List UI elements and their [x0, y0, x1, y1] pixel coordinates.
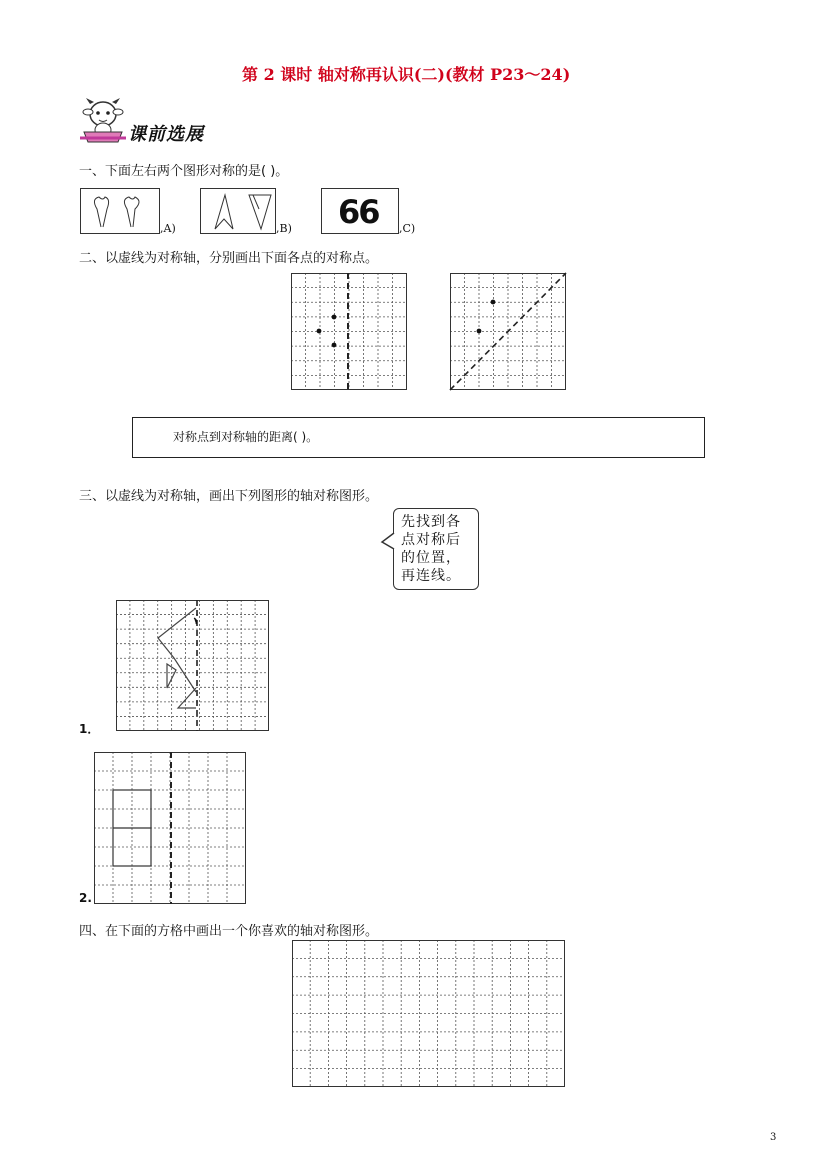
page-title: 第 2 课时 轴对称再认识(二)(教材 P23～24) [242, 65, 571, 84]
cartoon-mascot-icon [78, 96, 128, 146]
option-b-label: ,B) [276, 222, 292, 235]
item-1-number: 1． [79, 722, 100, 736]
question-3: 三、以虚线为对称轴，画出下列图形的轴对称图形。 [79, 489, 379, 504]
hint-text: 对称点到对称轴的距离( )。 [173, 430, 319, 444]
hint-bubble-text: 先找到各点对称后的位置，再连线。 [401, 514, 461, 584]
arrow-pair-icon [201, 189, 275, 233]
grid-diagonal-axis [450, 273, 566, 390]
option-c-figure [321, 188, 399, 234]
option-c-label: ,C) [399, 222, 416, 235]
option-b-figure [200, 188, 276, 234]
hint-box [132, 417, 705, 458]
grid-vertical-axis [291, 273, 407, 390]
item-2-number: 2. [79, 891, 92, 905]
question-4: 四、在下面的方格中画出一个你喜欢的轴对称图形。 [79, 924, 379, 939]
hint-bubble [393, 508, 479, 590]
leaf-pair-icon [81, 189, 159, 233]
section-banner: 课前选展 [128, 124, 204, 145]
option-c-glyph: 66 [338, 193, 379, 231]
grid-figure-2 [94, 752, 246, 904]
question-2: 二、以虚线为对称轴，分别画出下面各点的对称点。 [79, 251, 379, 266]
option-a-label: ,A) [160, 222, 176, 235]
option-a-figure [80, 188, 160, 234]
drawing-grid[interactable] [292, 940, 565, 1087]
bubble-tail [381, 532, 395, 550]
question-1: 一、下面左右两个图形对称的是( )。 [79, 164, 289, 179]
page-number: 3 [770, 1132, 777, 1143]
grid-figure-1 [116, 600, 269, 731]
